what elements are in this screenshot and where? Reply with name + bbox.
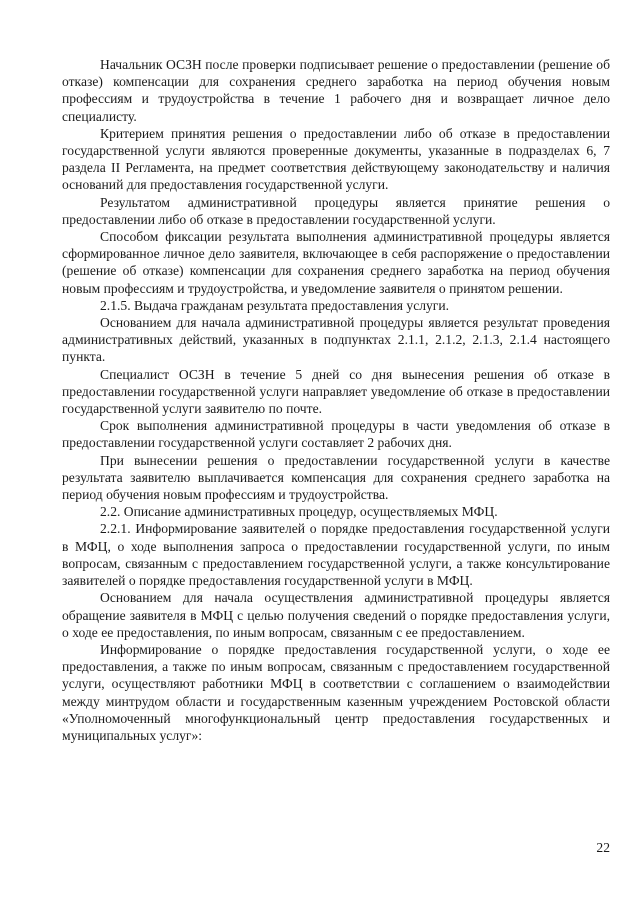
paragraph-6: Основанием для начала административной процедуры является результат проведения административных действий, указанных в подпунктах 2.1.1, 2.1.2, 2.1.3, 2.1.4 настоящего пункта. (62, 315, 610, 365)
paragraph-11: 2.2.1. Информирование заявителей о порядке предоставления государственной услуги в МФЦ, о ходе выполнения запроса о предоставлении государственной услуги, по иным вопросам, связанным с предоставлением государственной услуги, а также консультирование заявителей о порядке предоставления государственной услуги в МФЦ. (62, 521, 610, 589)
paragraph-9: При вынесении решения о предоставлении государственной услуги в качестве результата заявителю выплачивается компенсация для сохранения среднего заработка на период обучения новым профессиям и трудоустройства. (62, 452, 610, 503)
section-heading-2-2: 2.2. Описание административных процедур, осуществляемых МФЦ. (100, 504, 498, 520)
paragraph-4: Способом фиксации результата выполнения административной процедуры является сформированное личное дело заявителя, включающее в себя распоряжение о предоставлении (решение об отказе) компенсации для сохранения среднего заработка на период обучения новым профессиям и трудоустройства, и уведомление заявителя о принятом решении. (62, 229, 610, 296)
section-heading-2-1-5: 2.1.5. Выдача гражданам результата предоставления услуги. (100, 297, 450, 313)
page-number: 22 (596, 840, 610, 855)
paragraph-12: Основанием для начала осуществления административной процедуры является обращение заявителя в МФЦ с целью получения сведений о порядке предоставления услуги, о ходе ее предоставления, по иным вопросам, связанным с ее предоставлением. (62, 590, 610, 640)
paragraph-7: Специалист ОСЗН в течение 5 дней со дня вынесения решения об отказе в предоставлении государственной услуги направляет уведомление об отказе в предоставлении государственной услуги заявителю по почте. (62, 366, 610, 417)
paragraph-1: Начальник ОСЗН после проверки подписывает решение о предоставлении (решение об отказе) компенсации для сохранения среднего заработка на период обучения новым профессиям и трудоустройства в течение 1 рабочего дня и возвращает личное дело специалисту. (62, 57, 610, 124)
paragraph-3: Результатом административной процедуры является принятие решения о предоставлении либо об отказе в предоставлении государственной услуги. (62, 194, 610, 227)
paragraph-2: Критерием принятия решения о предоставлении либо об отказе в предоставлении государственной услуги являются проверенные документы, указанные в подразделах 6, 7 раздела II Регламента, на предмет соответствия действующему законодательству и наличия оснований для предоставления государственной услуги. (62, 125, 610, 193)
paragraph-8: Срок выполнения административной процедуры в части уведомления об отказе в предоставлении государственной услуги составляет 2 рабочих дня. (62, 418, 610, 451)
document-body (62, 56, 610, 744)
paragraph-13: Информирование о порядке предоставления государственной услуги, о ходе ее предоставления, а также по иным вопросам, связанным с предоставлением государственной услуги, осуществляют работники МФЦ в соответствии с соглашением о взаимодействии между минтрудом области и государственным казенным учреждением Ростовской области «Уполномоченный многофункциональный центр предоставления государственных и муниципальных услуг»: (62, 641, 610, 743)
